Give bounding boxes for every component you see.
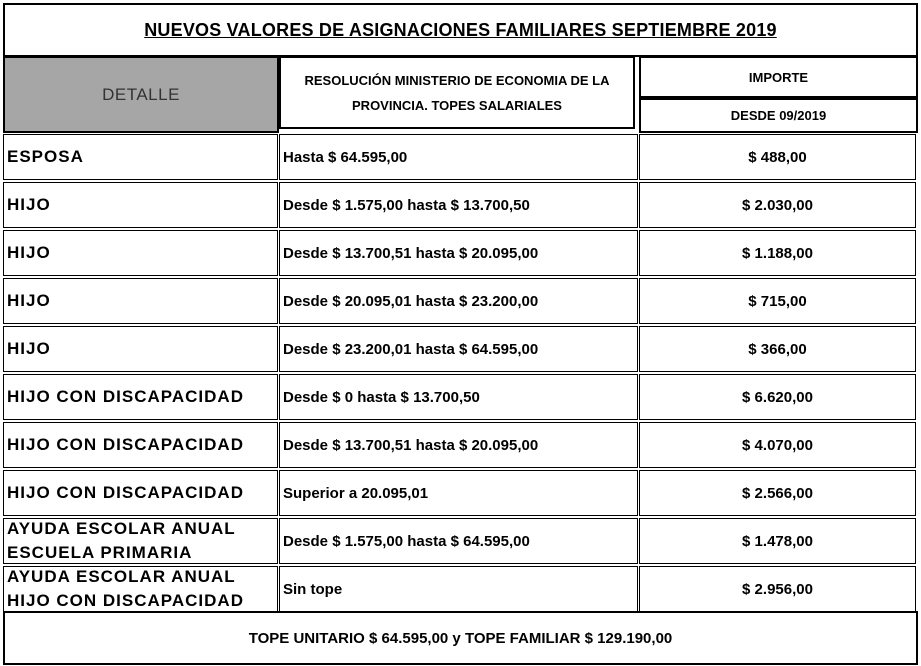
cell-detalle: AYUDA ESCOLAR ANUAL ESCUELA PRIMARIA	[3, 518, 278, 564]
cell-detalle: ESPOSA	[3, 134, 278, 180]
page-title: NUEVOS VALORES DE ASIGNACIONES FAMILIARES SEPTIEMBRE 2019	[144, 19, 777, 40]
table-row	[3, 230, 918, 278]
asignaciones-table	[3, 3, 918, 663]
header-desde: DESDE 09/2019	[639, 98, 918, 133]
cell-importe: $ 488,00	[639, 134, 916, 180]
header-resolucion: RESOLUCIÓN MINISTERIO DE ECONOMIA DE LA PROVINCIA. TOPES SALARIALES	[279, 56, 635, 129]
table-row	[3, 326, 918, 374]
cell-importe: $ 2.956,00	[639, 566, 916, 612]
title-box	[3, 3, 918, 57]
table-row	[3, 182, 918, 230]
cell-importe: $ 1.188,00	[639, 230, 916, 276]
cell-rango: Sin tope	[279, 566, 638, 612]
cell-detalle: HIJO	[3, 182, 278, 228]
cell-detalle: HIJO	[3, 230, 278, 276]
cell-detalle: HIJO CON DISCAPACIDAD	[3, 422, 278, 468]
cell-importe: $ 4.070,00	[639, 422, 916, 468]
cell-rango: Superior a 20.095,01	[279, 470, 638, 516]
header-importe: IMPORTE	[639, 56, 918, 98]
cell-rango: Desde $ 13.700,51 hasta $ 20.095,00	[279, 422, 638, 468]
cell-detalle: HIJO	[3, 278, 278, 324]
cell-rango: Desde $ 20.095,01 hasta $ 23.200,00	[279, 278, 638, 324]
cell-rango: Desde $ 1.575,00 hasta $ 64.595,00	[279, 518, 638, 564]
table-row	[3, 278, 918, 326]
footer-topes: TOPE UNITARIO $ 64.595,00 y TOPE FAMILIAR $ 129.190,00	[3, 611, 918, 665]
cell-importe: $ 1.478,00	[639, 518, 916, 564]
cell-rango: Desde $ 13.700,51 hasta $ 20.095,00	[279, 230, 638, 276]
cell-importe: $ 715,00	[639, 278, 916, 324]
table-row	[3, 134, 918, 182]
cell-rango: Desde $ 0 hasta $ 13.700,50	[279, 374, 638, 420]
table-row	[3, 422, 918, 470]
cell-importe: $ 366,00	[639, 326, 916, 372]
table-row	[3, 518, 918, 566]
cell-detalle: HIJO	[3, 326, 278, 372]
cell-rango: Desde $ 23.200,01 hasta $ 64.595,00	[279, 326, 638, 372]
table-header	[3, 56, 918, 135]
cell-importe: $ 6.620,00	[639, 374, 916, 420]
table-row	[3, 470, 918, 518]
cell-importe: $ 2.030,00	[639, 182, 916, 228]
table-row	[3, 566, 918, 614]
cell-detalle: HIJO CON DISCAPACIDAD	[3, 470, 278, 516]
cell-rango: Desde $ 1.575,00 hasta $ 13.700,50	[279, 182, 638, 228]
cell-importe: $ 2.566,00	[639, 470, 916, 516]
header-detalle: DETALLE	[3, 56, 279, 133]
table-row	[3, 374, 918, 422]
cell-rango: Hasta $ 64.595,00	[279, 134, 638, 180]
cell-detalle: HIJO CON DISCAPACIDAD	[3, 374, 278, 420]
cell-detalle: AYUDA ESCOLAR ANUAL HIJO CON DISCAPACIDAD	[3, 566, 278, 612]
